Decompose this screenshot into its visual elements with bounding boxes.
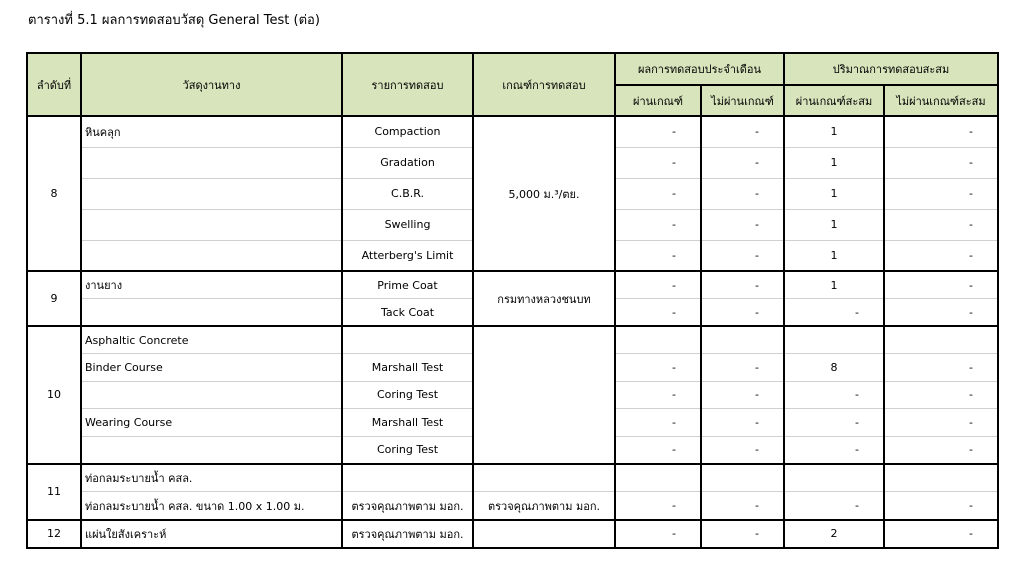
cum-pass-cell: - <box>784 436 884 464</box>
header-test: รายการทดสอบ <box>342 53 473 116</box>
cum-fail-cell: - <box>884 240 998 271</box>
material-cell: ท่อกลมระบายน้ำ คสล. <box>81 464 342 492</box>
test-cell: Marshall Test <box>342 354 473 382</box>
pass-cell: - <box>615 271 701 299</box>
pass-cell: - <box>615 299 701 327</box>
cum-fail-cell <box>884 464 998 492</box>
pass-cell: - <box>615 409 701 437</box>
cum-pass-cell: - <box>784 409 884 437</box>
material-cell <box>81 381 342 409</box>
test-cell: C.B.R. <box>342 178 473 209</box>
material-cell: Binder Course <box>81 354 342 382</box>
cum-pass-cell: 2 <box>784 520 884 548</box>
criteria-cell <box>473 464 615 492</box>
pass-cell: - <box>615 381 701 409</box>
header-no: ลำดับที่ <box>27 53 81 116</box>
pass-cell: - <box>615 240 701 271</box>
cum-pass-cell <box>784 464 884 492</box>
pass-cell: - <box>615 492 701 520</box>
test-cell: Atterberg's Limit <box>342 240 473 271</box>
pass-cell: - <box>615 178 701 209</box>
cum-pass-cell: 1 <box>784 271 884 299</box>
pass-cell: - <box>615 209 701 240</box>
criteria-cell: กรมทางหลวงชนบท <box>473 271 615 326</box>
test-cell <box>342 326 473 354</box>
header-monthly: ผลการทดสอบประจำเดือน <box>615 53 784 85</box>
cum-fail-cell: - <box>884 116 998 147</box>
fail-cell: - <box>701 271 784 299</box>
cum-pass-cell: 8 <box>784 354 884 382</box>
pass-cell: - <box>615 436 701 464</box>
table-row <box>27 464 998 492</box>
criteria-cell: ตรวจคุณภาพตาม มอก. <box>473 492 615 520</box>
cum-fail-cell <box>884 326 998 354</box>
pass-cell <box>615 326 701 354</box>
table-row <box>27 520 998 548</box>
material-cell: Asphaltic Concrete <box>81 326 342 354</box>
header-criteria: เกณฑ์การทดสอบ <box>473 53 615 116</box>
cum-fail-cell: - <box>884 381 998 409</box>
header-cum-fail: ไม่ผ่านเกณฑ์สะสม <box>884 85 998 116</box>
test-cell: Swelling <box>342 209 473 240</box>
material-cell <box>81 147 342 178</box>
cum-pass-cell: - <box>784 492 884 520</box>
test-cell: Tack Coat <box>342 299 473 327</box>
fail-cell: - <box>701 116 784 147</box>
cum-fail-cell: - <box>884 436 998 464</box>
criteria-cell <box>473 326 615 464</box>
header-material: วัสดุงานทาง <box>81 53 342 116</box>
pass-cell <box>615 464 701 492</box>
test-cell: Compaction <box>342 116 473 147</box>
cum-fail-cell: - <box>884 520 998 548</box>
criteria-cell: 5,000 ม.³/ตย. <box>473 116 615 271</box>
table-row <box>27 492 998 520</box>
cum-fail-cell: - <box>884 492 998 520</box>
cum-pass-cell: - <box>784 299 884 327</box>
test-cell: Marshall Test <box>342 409 473 437</box>
fail-cell: - <box>701 240 784 271</box>
fail-cell: - <box>701 209 784 240</box>
cum-pass-cell: 1 <box>784 178 884 209</box>
pass-cell: - <box>615 354 701 382</box>
cum-pass-cell: 1 <box>784 147 884 178</box>
row-number: 10 <box>27 326 81 464</box>
material-cell: หินคลุก <box>81 116 342 147</box>
fail-cell: - <box>701 381 784 409</box>
material-cell <box>81 436 342 464</box>
fail-cell: - <box>701 299 784 327</box>
fail-cell: - <box>701 354 784 382</box>
material-cell <box>81 209 342 240</box>
cum-fail-cell: - <box>884 354 998 382</box>
test-cell: ตรวจคุณภาพตาม มอก. <box>342 492 473 520</box>
material-cell <box>81 240 342 271</box>
cum-fail-cell: - <box>884 209 998 240</box>
row-number: 9 <box>27 271 81 326</box>
cum-pass-cell: 1 <box>784 116 884 147</box>
test-cell: ตรวจคุณภาพตาม มอก. <box>342 520 473 548</box>
test-cell: Coring Test <box>342 436 473 464</box>
fail-cell: - <box>701 147 784 178</box>
row-number: 8 <box>27 116 81 271</box>
header-fail: ไม่ผ่านเกณฑ์ <box>701 85 784 116</box>
header-cum-pass: ผ่านเกณฑ์สะสม <box>784 85 884 116</box>
header-cumulative: ปริมาณการทดสอบสะสม <box>784 53 998 85</box>
material-cell <box>81 299 342 327</box>
material-cell: งานยาง <box>81 271 342 299</box>
table-row <box>27 116 998 147</box>
test-cell: Gradation <box>342 147 473 178</box>
pass-cell: - <box>615 147 701 178</box>
cum-pass-cell: 1 <box>784 240 884 271</box>
table-title: ตารางที่ 5.1 ผลการทดสอบวัสดุ General Test (ต่อ) <box>28 13 320 28</box>
cum-fail-cell: - <box>884 409 998 437</box>
row-number: 12 <box>27 520 81 548</box>
material-cell: Wearing Course <box>81 409 342 437</box>
row-number: 11 <box>27 464 81 520</box>
material-cell <box>81 178 342 209</box>
cum-pass-cell: - <box>784 381 884 409</box>
cum-fail-cell: - <box>884 147 998 178</box>
fail-cell <box>701 326 784 354</box>
test-cell: Coring Test <box>342 381 473 409</box>
material-cell: ท่อกลมระบายน้ำ คสล. ขนาด 1.00 x 1.00 ม. <box>81 492 342 520</box>
fail-cell: - <box>701 178 784 209</box>
table-row <box>27 326 998 354</box>
fail-cell: - <box>701 520 784 548</box>
pass-cell: - <box>615 520 701 548</box>
material-cell: แผ่นใยสังเคราะห์ <box>81 520 342 548</box>
fail-cell <box>701 464 784 492</box>
cum-fail-cell: - <box>884 299 998 327</box>
fail-cell: - <box>701 492 784 520</box>
cum-fail-cell: - <box>884 178 998 209</box>
header-pass: ผ่านเกณฑ์ <box>615 85 701 116</box>
fail-cell: - <box>701 436 784 464</box>
criteria-cell <box>473 520 615 548</box>
test-results-table <box>26 52 999 549</box>
test-cell: Prime Coat <box>342 271 473 299</box>
fail-cell: - <box>701 409 784 437</box>
cum-pass-cell <box>784 326 884 354</box>
test-cell <box>342 464 473 492</box>
cum-fail-cell: - <box>884 271 998 299</box>
pass-cell: - <box>615 116 701 147</box>
table-row <box>27 271 998 299</box>
cum-pass-cell: 1 <box>784 209 884 240</box>
